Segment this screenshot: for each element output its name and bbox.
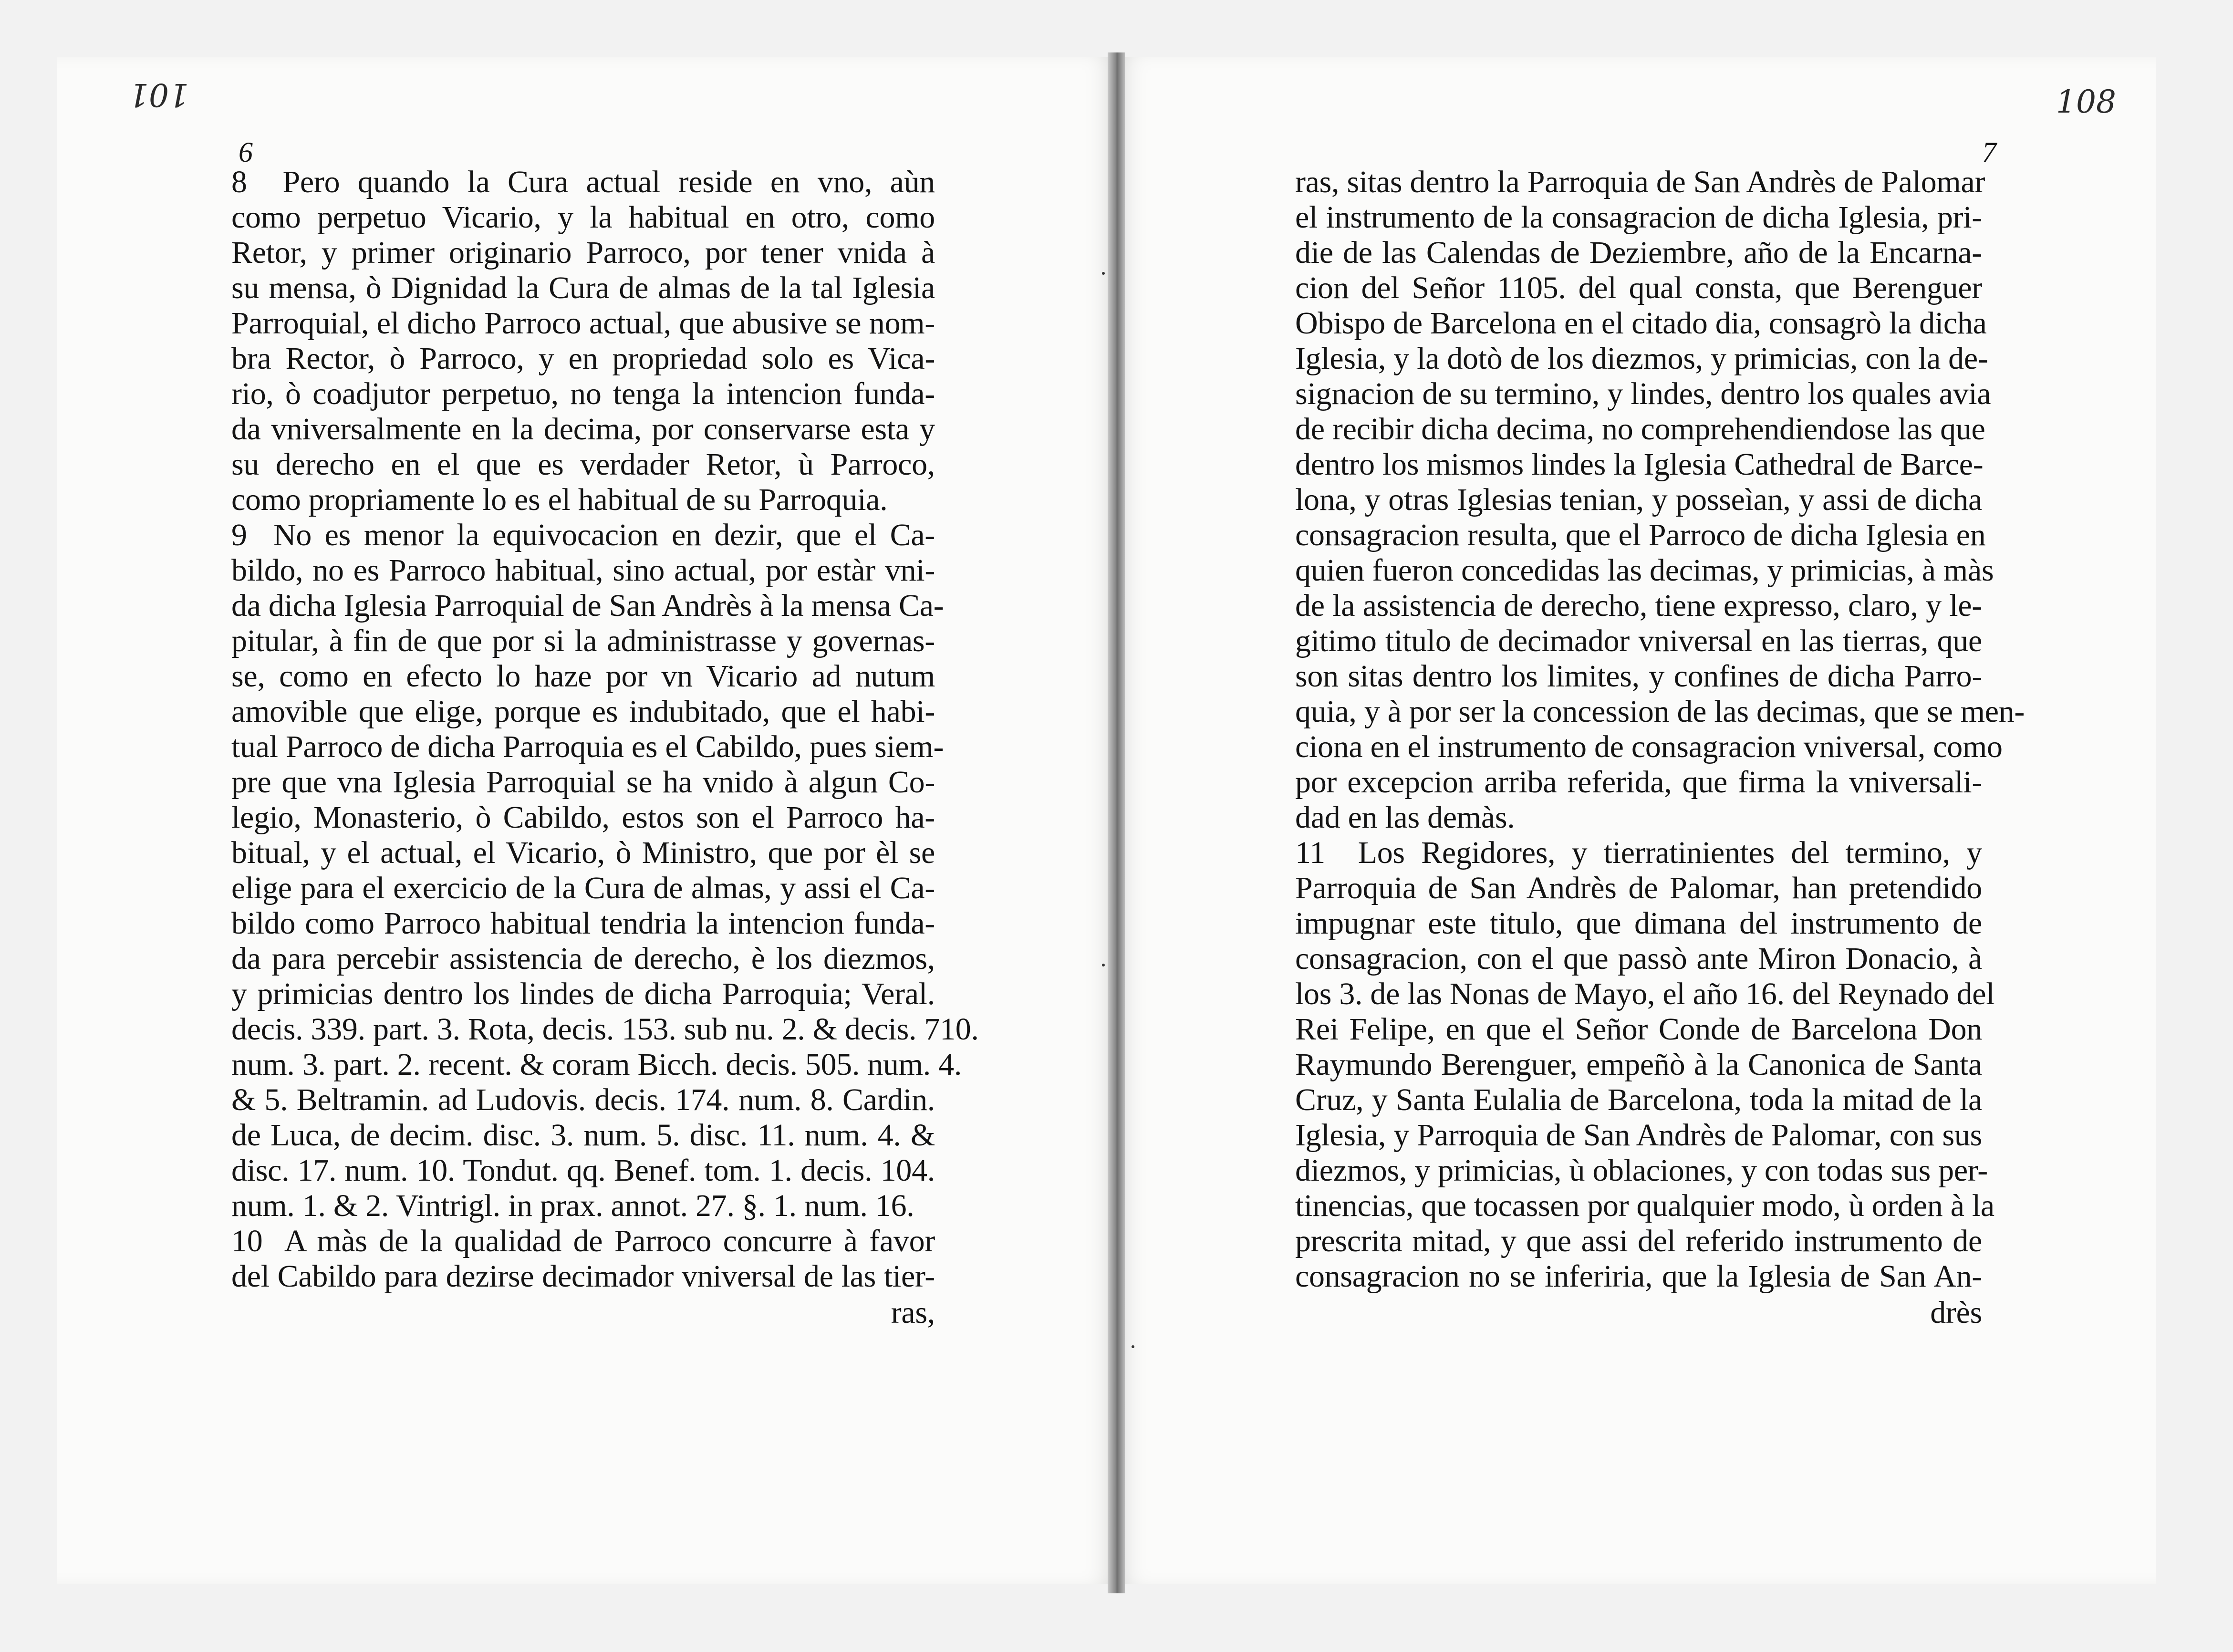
text-line: de recibir dicha decima, no comprehendiendose las que: [1295, 412, 1985, 447]
text-line: ciona en el instrumento de consagracion vniversal, como: [1295, 729, 2003, 764]
text-line: tual Parroco de dicha Parroquia es el Cabildo, pues siem-: [231, 729, 944, 764]
text-line: 10 A màs de la qualidad de Parroco concurre à favor: [231, 1224, 935, 1258]
text-line: bitual, y el actual, el Vicario, ò Ministro, que por èl se: [231, 835, 935, 870]
text-line: consagracion resulta, que el Parroco de dicha Iglesia en: [1295, 518, 1986, 552]
page-number-left: 6: [239, 136, 253, 168]
left-text-block: [231, 165, 979, 1330]
text-line: su mensa, ò Dignidad la Cura de almas de la tal Iglesia: [231, 270, 935, 305]
text-line: bildo como Parroco habitual tendria la intencion funda-: [231, 906, 935, 941]
handwritten-folio-left: 101: [129, 76, 189, 113]
text-line: son sitas dentro los limites, y confines de dicha Parro-: [1295, 659, 1982, 694]
text-line: prescrita mitad, y que assi del referido instrumento de: [1295, 1224, 1982, 1258]
text-line: num. 1. & 2. Vintrigl. in prax. annot. 27. §. 1. num. 16.: [231, 1188, 914, 1223]
catchword: ras,: [891, 1295, 935, 1330]
text-line: diezmos, y primicias, ù oblaciones, y con todas sus per-: [1295, 1153, 1988, 1188]
text-line: pre que vna Iglesia Parroquial se ha vnido à algun Co-: [231, 765, 935, 800]
handwritten-folio-right: 108: [2056, 83, 2116, 120]
text-line: el instrumento de la consagracion de dicha Iglesia, pri-: [1295, 200, 1982, 235]
text-line: elige para el exercicio de la Cura de almas, y assi el Ca-: [231, 871, 935, 905]
text-line: pitular, à fin de que por si la administrasse y governas-: [231, 623, 935, 658]
text-line: consagracion, con el que passò ante Miron Donacio, à: [1295, 941, 1982, 976]
text-line: dentro los mismos lindes la Iglesia Cathedral de Barce-: [1295, 447, 1984, 482]
text-line: 9 No es menor la equivocacion en dezir, que el Ca-: [231, 518, 935, 552]
text-line: signacion de su termino, y lindes, dentro los quales avia: [1295, 376, 1991, 411]
text-line: de Luca, de decim. disc. 3. num. 5. disc. 11. num. 4. &: [231, 1118, 935, 1153]
text-line: gitimo titulo de decimador vniversal en las tierras, que: [1295, 623, 1982, 658]
text-line: quien fueron concedidas las decimas, y primicias, à màs: [1295, 553, 1994, 588]
text-line: ras, sitas dentro la Parroquia de San Andrès de Palomar: [1295, 165, 1985, 199]
text-line: rio, ò coadjutor perpetuo, no tenga la intencion funda-: [231, 376, 935, 411]
page-number-right: 7: [1982, 136, 1996, 168]
text-line: num. 3. part. 2. recent. & coram Bicch. decis. 505. num. 4.: [231, 1047, 962, 1082]
text-line: por excepcion arriba referida, que firma la vniversali-: [1295, 765, 1982, 800]
right-text-block: [1295, 165, 2025, 1330]
text-line: y primicias dentro los lindes de dicha Parroquia; Veral.: [231, 977, 935, 1011]
text-line: decis. 339. part. 3. Rota, decis. 153. sub nu. 2. & decis. 710.: [231, 1012, 979, 1047]
text-line: como perpetuo Vicario, y la habitual en otro, como: [231, 200, 935, 235]
text-line: amovible que elige, porque es indubitado, que el habi-: [231, 694, 935, 729]
text-line: Retor, y primer originario Parroco, por tener vnida à: [231, 235, 935, 270]
text-line: 8 Pero quando la Cura actual reside en vno, aùn: [231, 165, 935, 199]
book-gutter: [1108, 52, 1125, 1593]
text-line: da vniversalmente en la decima, por conservarse esta y: [231, 412, 935, 447]
text-line: tinencias, que tocassen por qualquier modo, ù orden à la: [1295, 1188, 1994, 1223]
text-line: legio, Monasterio, ò Cabildo, estos son el Parroco ha-: [231, 800, 935, 835]
ink-speck: [1102, 964, 1105, 966]
text-line: Iglesia, y la dotò de los diezmos, y primicias, con la de-: [1295, 341, 1988, 376]
text-line: cion del Señor 1105. del qual consta, que Berenguer: [1295, 270, 1982, 305]
text-line: Obispo de Barcelona en el citado dia, consagrò la dicha: [1295, 306, 1987, 341]
text-line: del Cabildo para dezirse decimador vniversal de las tier-: [231, 1259, 935, 1294]
text-line: consagracion no se inferiria, que la Iglesia de San An-: [1295, 1259, 1982, 1294]
text-line: se, como en efecto lo haze por vn Vicario ad nutum: [231, 659, 935, 694]
text-line: da para percebir assistencia de derecho, è los diezmos,: [231, 941, 935, 976]
text-line: quia, y à por ser la concession de las decimas, que se men-: [1295, 694, 2025, 729]
text-line: Cruz, y Santa Eulalia de Barcelona, toda la mitad de la: [1295, 1082, 1982, 1117]
text-line: Raymundo Berenguer, empeñò à la Canonica de Santa: [1295, 1047, 1982, 1082]
text-line: de la assistencia de derecho, tiene expresso, claro, y le-: [1295, 588, 1982, 623]
ink-speck: [1132, 1345, 1134, 1348]
text-line: & 5. Beltramin. ad Ludovis. decis. 174. num. 8. Cardin.: [231, 1082, 935, 1117]
text-line: disc. 17. num. 10. Tondut. qq. Benef. tom. 1. decis. 104.: [231, 1153, 935, 1188]
text-line: lona, y otras Iglesias tenian, y posseìan, y assi de dicha: [1295, 482, 1982, 517]
text-line: Parroquial, el dicho Parroco actual, que abusive se nom-: [231, 306, 935, 341]
text-line: como propriamente lo es el habitual de su Parroquia.: [231, 482, 888, 517]
text-line: Iglesia, y Parroquia de San Andrès de Palomar, con sus: [1295, 1118, 1982, 1153]
text-line: da dicha Iglesia Parroquial de San Andrès à la mensa Ca-: [231, 588, 944, 623]
text-line: su derecho en el que es verdader Retor, ù Parroco,: [231, 447, 935, 482]
text-line: dad en las demàs.: [1295, 800, 1515, 835]
text-line: bra Rector, ò Parroco, y en propriedad solo es Vica-: [231, 341, 935, 376]
text-line: Parroquia de San Andrès de Palomar, han pretendido: [1295, 871, 1982, 905]
text-line: impugnar este titulo, que dimana del instrumento de: [1295, 906, 1982, 941]
text-line: die de las Calendas de Deziembre, año de la Encarna-: [1295, 235, 1982, 270]
catchword: drès: [1930, 1295, 1982, 1330]
text-line: los 3. de las Nonas de Mayo, el año 16. del Reynado del: [1295, 977, 1995, 1011]
text-line: Rei Felipe, en que el Señor Conde de Barcelona Don: [1295, 1012, 1982, 1047]
ink-speck: [1102, 272, 1105, 275]
text-line: 11 Los Regidores, y tierratinientes del termino, y: [1295, 835, 1982, 870]
text-line: bildo, no es Parroco habitual, sino actual, por estàr vni-: [231, 553, 935, 588]
